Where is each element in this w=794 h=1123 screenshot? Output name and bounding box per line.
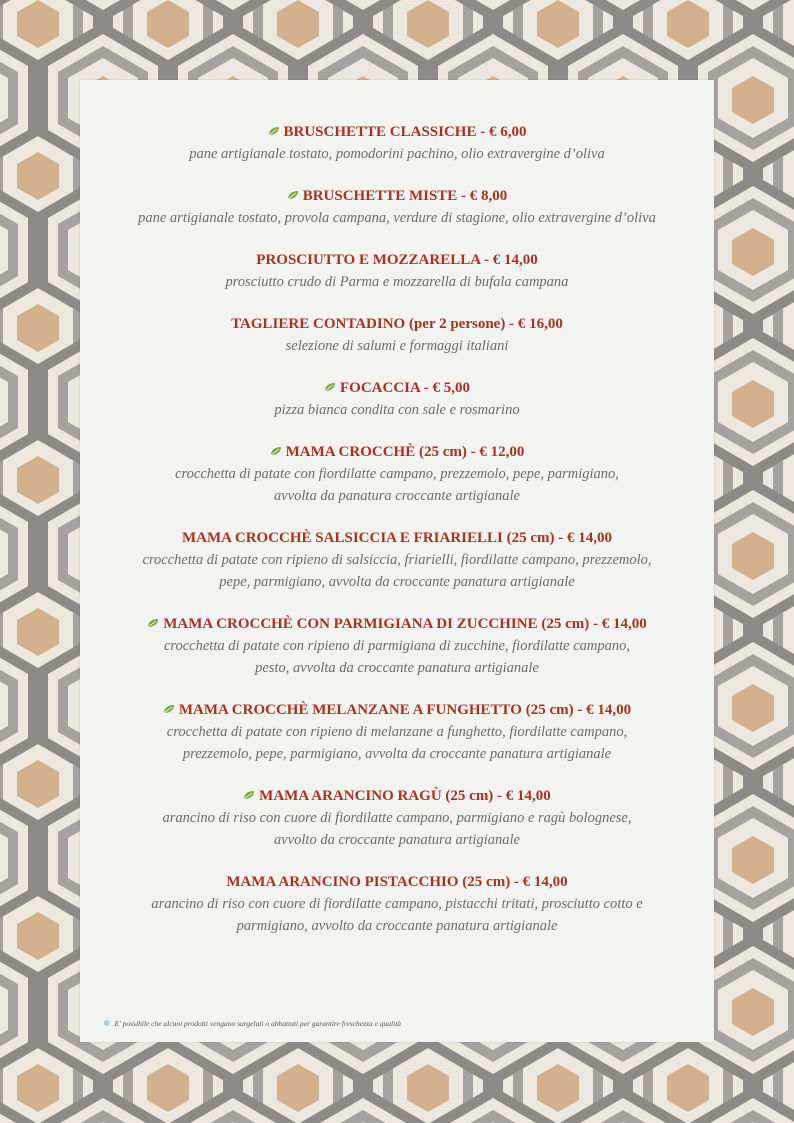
- menu-item-description: parmigiano, avvolto da croccante panatura artigianale: [236, 918, 558, 934]
- menu-item-title: MAMA CROCCHÈ CON PARMIGIANA DI ZUCCHINE (25 cm) - € 14,00: [80, 613, 714, 635]
- vegetarian-leaf-icon: [268, 126, 280, 136]
- vegetarian-leaf-icon: [163, 704, 175, 714]
- menu-item: [80, 785, 714, 851]
- menu-item-description: avvolta da panatura croccante artigianale: [274, 488, 520, 504]
- menu-item: [80, 185, 714, 229]
- menu-item-description: pizza bianca condita con sale e rosmarino: [274, 402, 520, 418]
- menu-item: [80, 121, 714, 165]
- menu-item-description: crocchetta di patate con ripieno di salsiccia, friarielli, fiordilatte campano, prezzemolo,: [142, 552, 652, 568]
- menu-list: [80, 121, 714, 957]
- vegetarian-leaf-icon: [270, 446, 282, 456]
- vegetarian-leaf-icon: [243, 790, 255, 800]
- menu-item-description: pesto, avvolta da croccante panatura artigianale: [255, 660, 539, 676]
- vegetarian-leaf-icon: [147, 618, 159, 628]
- menu-item-title: BRUSCHETTE MISTE - € 8,00: [80, 185, 714, 207]
- menu-item: [80, 377, 714, 421]
- menu-item-title: MAMA ARANCINO PISTACCHIO (25 cm) - € 14,00: [226, 874, 568, 890]
- menu-item-title: MAMA CROCCHÈ MELANZANE A FUNGHETTO (25 cm) - € 14,00: [80, 699, 714, 721]
- menu-item: [80, 313, 714, 357]
- menu-item-description: crocchetta di patate con ripieno di parmigiana di zucchine, fiordilatte campano,: [163, 638, 631, 654]
- menu-item-description: pepe, parmigiano, avvolta da croccante panatura artigianale: [219, 574, 575, 590]
- menu-item-description: pane artigianale tostato, pomodorini pachino, olio extravergine d’oliva: [189, 146, 605, 162]
- menu-item-description: crocchetta di patate con fiordilatte campano, prezzemolo, pepe, parmigiano,: [175, 466, 619, 482]
- menu-item-title: PROSCIUTTO E MOZZARELLA - € 14,00: [256, 252, 538, 268]
- menu-item-description: pane artigianale tostato, provola campana, verdure di stagione, olio extravergine d’oliva: [138, 210, 656, 226]
- menu-item-description: prezzemolo, pepe, parmigiano, avvolta da croccante panatura artigianale: [182, 746, 612, 762]
- vegetarian-leaf-icon: [287, 190, 299, 200]
- menu-item-title: MAMA CROCCHÈ (25 cm) - € 12,00: [80, 441, 714, 463]
- snowflake-icon: ❄: [103, 1018, 111, 1028]
- menu-item-title: MAMA ARANCINO RAGÙ (25 cm) - € 14,00: [80, 785, 714, 807]
- menu-item-description: arancino di riso con cuore di fiordilatte campano, pistacchi tritati, prosciutto cotto e: [151, 896, 643, 912]
- menu-item: [80, 871, 714, 937]
- menu-item-description: avvolto da croccante panatura artigianale: [274, 832, 520, 848]
- menu-item-title: BRUSCHETTE CLASSICHE - € 6,00: [80, 121, 714, 143]
- menu-item-title: TAGLIERE CONTADINO (per 2 persone) - € 16,00: [231, 316, 563, 332]
- footnote-text: E' possibile che alcuni prodotti vengano surgelati o abbattuti per garantire freschezza e qualità: [114, 1019, 402, 1028]
- menu-item-description: prosciutto crudo di Parma e mozzarella di bufala campana: [225, 274, 569, 290]
- menu-item: [80, 441, 714, 507]
- menu-item: [80, 613, 714, 679]
- menu-item-title: FOCACCIA - € 5,00: [80, 377, 714, 399]
- vegetarian-leaf-icon: [324, 382, 336, 392]
- menu-card: [80, 80, 714, 1042]
- menu-item-description: arancino di riso con cuore di fiordilatte campano, parmigiano e ragù bolognese,: [162, 810, 632, 826]
- menu-item: [80, 527, 714, 593]
- menu-item: [80, 249, 714, 293]
- menu-item-title: MAMA CROCCHÈ SALSICCIA E FRIARIELLI (25 cm) - € 14,00: [181, 530, 613, 546]
- footnote: [103, 1018, 401, 1029]
- menu-item: [80, 699, 714, 765]
- menu-item-description: crocchetta di patate con ripieno di melanzane a funghetto, fiordilatte campano,: [166, 724, 628, 740]
- menu-item-description: selezione di salumi e formaggi italiani: [285, 338, 509, 354]
